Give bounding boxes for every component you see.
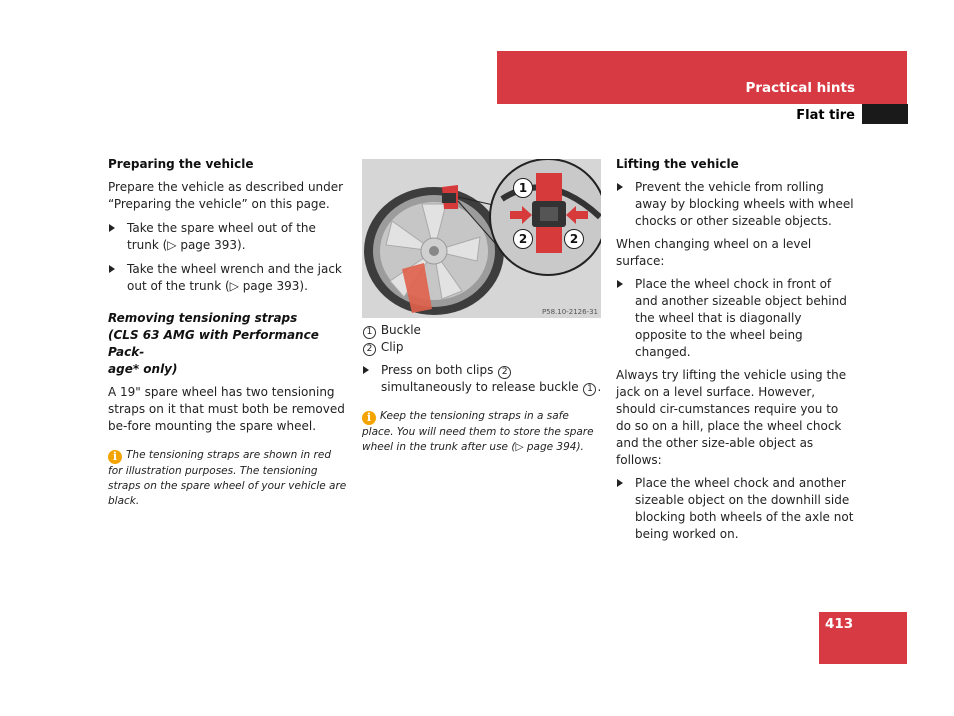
legend-item (362, 339, 602, 356)
bullet-text: Take the spare wheel out of the trunk (▷ page 393). (127, 221, 316, 252)
info-note (362, 409, 602, 455)
callout-2-left: 2 (513, 229, 533, 249)
list-item (362, 362, 602, 396)
legend-number: 2 (363, 343, 376, 356)
callout-2-right: 2 (564, 229, 584, 249)
list-item (616, 179, 856, 230)
bullet-text: Place the wheel chock in front of and another sizeable object behind the wheel that is diagonally opposite to the wheel being changed. (635, 277, 847, 359)
note-text: Keep the tensioning straps in a safe place. You will need them to store the spare wheel in the trunk after use (▷ page 394). (362, 410, 594, 453)
bullet-text: Prevent the vehicle from rolling away by blocking wheels with wheel chocks or other sizeable objects. (635, 180, 854, 228)
chapter-tab (862, 104, 908, 124)
list-item (616, 475, 856, 543)
heading-preparing: Preparing the vehicle (108, 157, 254, 171)
bullet-text: to release buckle (475, 380, 579, 394)
bullet-arrow-icon (109, 224, 115, 232)
figure-code: P58.10-2126-31 (541, 308, 598, 316)
bullet-text: . (597, 380, 602, 394)
info-note (108, 448, 348, 509)
column-1 (108, 156, 348, 509)
bullet-arrow-icon (617, 183, 623, 191)
info-icon: i (362, 411, 376, 425)
subheading-line: Removing tensioning straps (108, 311, 298, 325)
bullet-arrow-icon (617, 280, 623, 288)
level-surface-text: When changing wheel on a level surface: (616, 237, 812, 268)
list-item (108, 220, 348, 254)
subheading-line: (CLS 63 AMG with Performance Pack- (108, 328, 319, 359)
callout-1: 1 (513, 178, 533, 198)
note-text: The tensioning straps are shown in red for illustration purposes. The tensioning straps on the spare wheel of your vehicle are black. (108, 449, 347, 507)
bullet-arrow-icon (109, 265, 115, 273)
always-text: Always try lifting the vehicle using the jack on a level surface. However, should cir-cumstances require you to do so on a hill, place the wheel chock and the other size-able object as follows: (616, 368, 847, 467)
subheading-line: age* only) (108, 362, 178, 376)
legend-item (362, 322, 602, 339)
intro-text: Prepare the vehicle as described under “Preparing the vehicle” on this page. (108, 180, 344, 211)
subheading-removing (108, 310, 348, 378)
legend-label: Clip (380, 340, 404, 354)
column-3 (616, 156, 856, 543)
subsection-title: Flat tire (796, 108, 855, 123)
page-number: 413 (825, 616, 854, 632)
inline-number: 2 (498, 366, 511, 379)
info-icon: i (108, 450, 122, 464)
bullet-text: Place the wheel chock and another sizeable object on the downhill side blocking both wheels of the axle not being worked on. (635, 476, 854, 541)
inline-number: 1 (583, 383, 596, 396)
section-title: Practical hints (745, 80, 855, 96)
bullet-text: Press on both clips (381, 363, 494, 377)
list-item (108, 261, 348, 295)
list-item (616, 276, 856, 361)
bullet-arrow-icon (363, 366, 369, 374)
column-2 (362, 322, 602, 455)
body-text: A 19" spare wheel has two tensioning straps on it that must both be removed be-fore mounting the spare wheel. (108, 385, 345, 433)
spare-wheel-figure (362, 159, 601, 318)
bullet-text: Take the wheel wrench and the jack out of the trunk (▷ page 393). (127, 262, 342, 293)
header-band (497, 51, 907, 104)
legend-label: Buckle (380, 323, 421, 337)
bullet-text: simultaneously (381, 380, 472, 394)
heading-lifting: Lifting the vehicle (616, 157, 739, 171)
bullet-arrow-icon (617, 479, 623, 487)
legend-number: 1 (363, 326, 376, 339)
